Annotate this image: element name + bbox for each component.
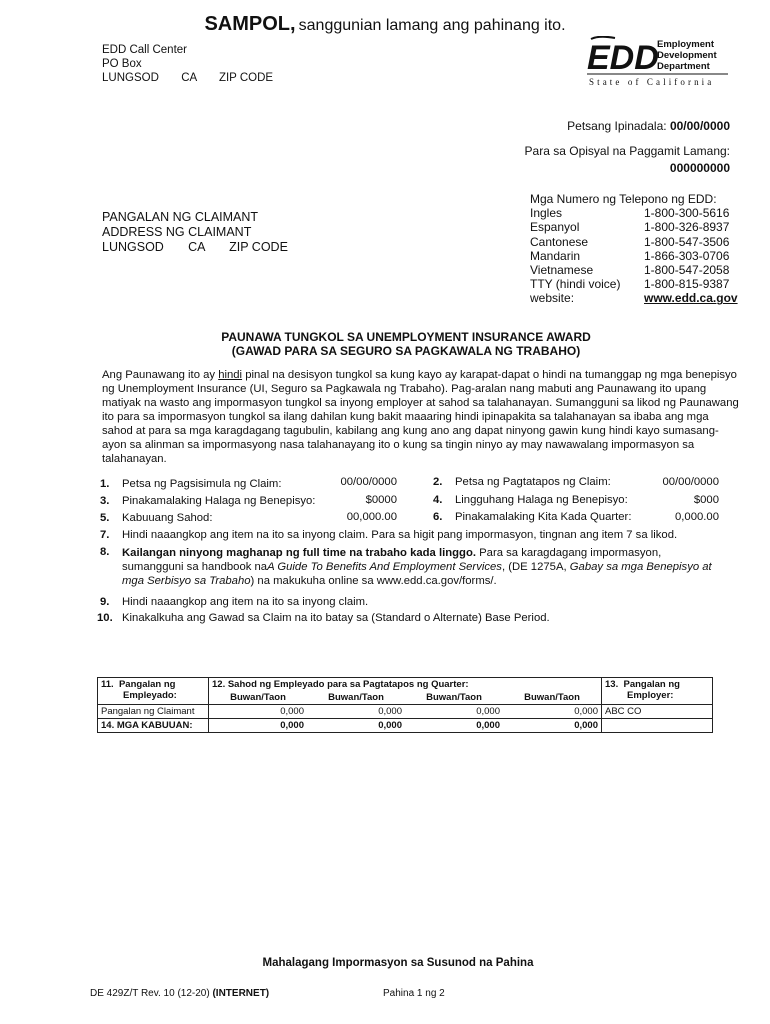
mail-date-label: Petsang Ipinadala: <box>567 119 667 133</box>
notice-title-line-2: (GAWAD PARA SA SEGURO SA PAGKAWALA NG TRABAHO) <box>231 344 581 358</box>
official-use-value: 000000000 <box>669 161 730 175</box>
item-6: 6. Pinakamalaking Kita Kada Quarter: <box>433 511 632 523</box>
total-cell: 0,000 <box>503 719 602 733</box>
employer-name: ABC CO <box>602 705 713 719</box>
next-page-note: Mahalagang Impormasyon sa Susunod na Pahina <box>262 957 534 969</box>
item-2-value: 00/00/0000 <box>662 476 719 488</box>
sender-line-1: EDD Call Center <box>102 44 187 56</box>
phone-row-website: website: www.edd.ca.gov <box>530 291 738 306</box>
wage-cell: 0,000 <box>405 705 503 719</box>
total-cell: 0,000 <box>209 719 308 733</box>
item-5: 5. Kabuuang Sahod: <box>100 512 213 524</box>
phone-row: Espanyol 1-800-326-8937 <box>530 220 730 235</box>
sender-line-2: PO Box <box>102 58 142 70</box>
wage-cell: 0,000 <box>209 705 308 719</box>
edd-logo-letters: EDD <box>587 39 659 77</box>
notice-paragraph: Ang Paunawang ito ay hindi pinal na desisyon tungkol sa kung kayo ay karapat-dapat o hindi na tumanggap ng mga benepisyo ng Unemployment Insurance (UI, Seguro sa Pagkawala ng Trabaho). Pag-aralan nang mabuti ang Paunawang ito upang matiyak na wasto ang impormasyon tungkol sa inyong employer at sahod sa talahanayan. Sumangguni sa likod ng Paunawang ito para sa impormasyon tungkol sa ilang dahilan kung bakit maaaring hindi ipinapakita sa talahanayan sa ibaba ang mga sahod at para sa mga karagdagang tagubulin, kabilang ang kung ano ang dapat ninyong gawin kung hindi kayo sumasang-ayon sa alinman sa impormasyong nasa talahanayang ito o kung sa tingin ninyo ay may nawawalang impormasyon sa talahanayan. <box>102 369 739 465</box>
edd-logo <box>585 36 730 88</box>
mail-date-value: 00/00/0000 <box>669 119 730 133</box>
mail-date <box>567 118 730 135</box>
item-5-value: 00,000.00 <box>346 511 397 523</box>
claimant-city: LUNGSOD CA ZIP CODE <box>102 240 288 254</box>
sender-address <box>102 43 273 85</box>
item-4-value: $000 <box>693 494 719 506</box>
quarter-header: Buwan/Taon <box>209 691 308 705</box>
totals-label: 14. MGA KABUUAN: <box>98 719 209 733</box>
claimant-name: PANGALAN NG CLAIMANT <box>102 210 259 224</box>
page-number: Pahina 1 ng 2 <box>383 988 445 999</box>
col-header-employee: 11. Pangalan ng Empleyado: <box>98 678 209 705</box>
edd-logo-state: State of California <box>589 77 715 87</box>
sender-line-3: LUNGSOD CA ZIP CODE <box>102 72 274 84</box>
quarter-header: Buwan/Taon <box>307 691 405 705</box>
totals-employer-blank <box>602 719 713 733</box>
phone-row: Vietnamese 1-800-547-2058 <box>530 263 730 278</box>
item-3-value: $0000 <box>365 494 397 506</box>
sample-header <box>0 13 770 36</box>
item-9: 9. Hindi naaangkop ang item na ito sa inyong claim. <box>100 596 369 608</box>
item-1: 1. Petsa ng Pagsisimula ng Claim: <box>100 478 282 490</box>
total-cell: 0,000 <box>405 719 503 733</box>
sample-word: SAMPOL, <box>204 13 296 35</box>
phone-row: Cantonese 1-800-547-3506 <box>530 234 730 249</box>
edd-logo-line-2: Development <box>657 50 717 61</box>
employee-name: Pangalan ng Claimant <box>98 705 209 719</box>
official-use-label: Para sa Opisyal na Paggamit Lamang: <box>524 144 730 158</box>
phone-row: Ingles 1-800-300-5616 <box>530 206 730 221</box>
notice-title-line-1: PAUNAWA TUNGKOL SA UNEMPLOYMENT INSURANCE AWARD <box>221 330 591 344</box>
item-7: 7. Hindi naaangkop ang item na ito sa inyong claim. Para sa higit pang impormasyon, tingnan ang item 7 sa likod. <box>100 529 678 541</box>
col-header-employer: 13. Pangalan ng Employer: <box>602 678 713 705</box>
quarter-header: Buwan/Taon <box>503 691 602 705</box>
phone-heading: Mga Numero ng Telepono ng EDD: <box>530 192 717 206</box>
edd-logo-line-1: Employment <box>657 39 715 50</box>
item-3: 3. Pinakamalaking Halaga ng Benepisyo: <box>100 495 316 507</box>
phone-list <box>530 192 738 306</box>
item-8: 8. Kailangan ninyong maghanap ng full time na trabaho kada linggo. Para sa karagdagang impormasyon, sumangguni sa handbook naA Guide To Benefits And Employment Services, (DE 1275A, Gabay sa mga Benepisyo at mga Serbisyo sa Trabaho) na makukuha online sa www.edd.ca.gov/forms/. <box>100 546 712 587</box>
wage-table <box>97 677 713 733</box>
wage-cell: 0,000 <box>503 705 602 719</box>
underlined-word: hindi <box>218 369 243 381</box>
claimant-street: ADDRESS NG CLAIMANT <box>102 225 252 239</box>
item-2: 2. Petsa ng Pagtatapos ng Claim: <box>433 476 611 488</box>
sample-note: sanggunian lamang ang pahinang ito. <box>298 17 566 34</box>
phone-row: Mandarin 1-866-303-0706 <box>530 248 730 263</box>
item-4: 4. Lingguhang Halaga ng Benepisyo: <box>433 494 628 506</box>
form-id: DE 429Z/T Rev. 10 (12-20) (INTERNET) <box>90 988 270 999</box>
total-cell: 0,000 <box>307 719 405 733</box>
official-use <box>525 143 730 177</box>
phone-row: TTY (hindi voice) 1-800-815-9387 <box>530 277 730 292</box>
website-link[interactable]: www.edd.ca.gov <box>644 291 738 306</box>
quarter-header: Buwan/Taon <box>405 691 503 705</box>
item-1-value: 00/00/0000 <box>340 476 397 488</box>
col-header-wages: 12. Sahod ng Empleyado para sa Pagtatapos ng Quarter: <box>209 678 602 692</box>
item-6-value: 0,000.00 <box>675 511 719 523</box>
claimant-address <box>102 210 288 255</box>
wage-cell: 0,000 <box>307 705 405 719</box>
notice-title <box>0 330 770 358</box>
item-10: 10. Kinakalkuha ang Gawad sa Claim na ito batay sa (Standard o Alternate) Base Period. <box>97 612 550 624</box>
edd-logo-line-3: Department <box>657 61 710 72</box>
